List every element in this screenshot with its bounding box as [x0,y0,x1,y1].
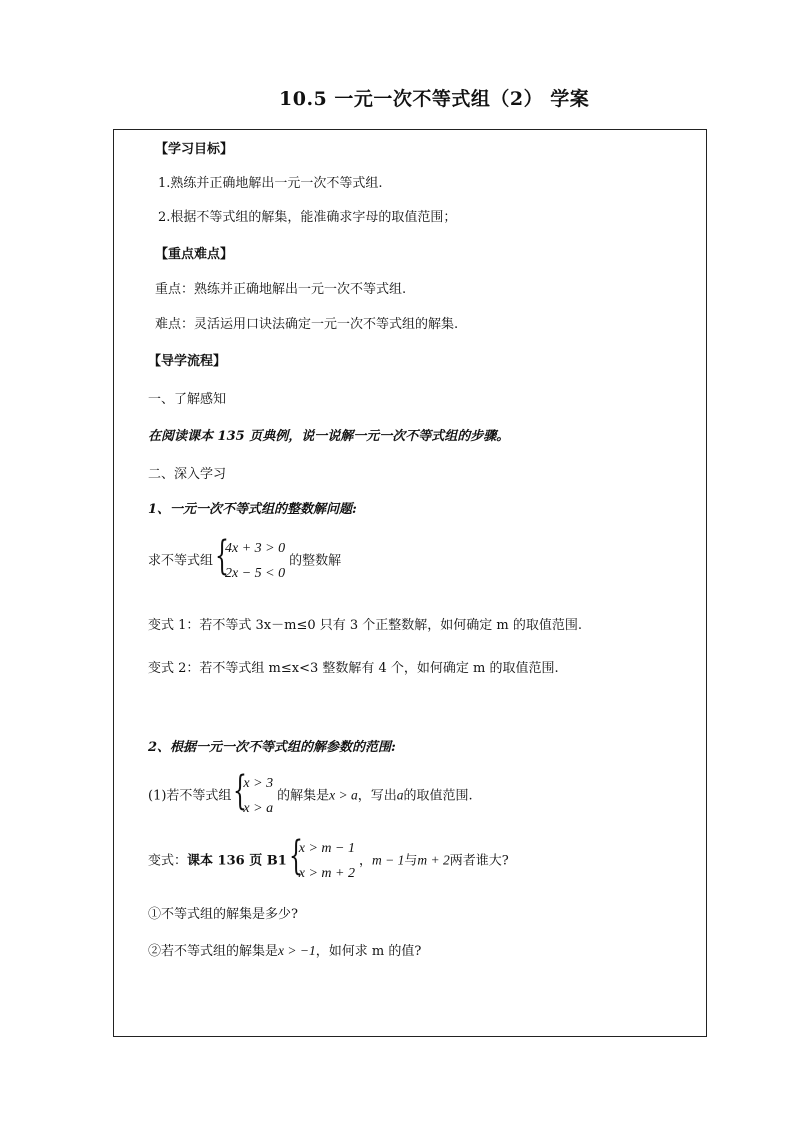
q2-sys-line1: x > 3 [243,776,274,791]
q1-suffix: 的整数解 [289,553,342,569]
variant3-sys-line1: x > m − 1 [298,841,355,856]
variant3-suffix: 两者谁大? [449,853,509,869]
variant3-ref: 课本 136 页 B1 [187,853,287,869]
q2-sys-line2: x > a [243,801,274,816]
q2-heading: 2、根据一元一次不等式组的解参数的范围: [148,740,396,755]
variant-3 [148,833,509,886]
variant3-comma: ， [358,853,372,869]
q1-sys-line1: 4x + 3 > 0 [225,541,286,556]
key-point: 重点：熟练并正确地解出一元一次不等式组. [155,282,407,297]
part1-text: 在阅读课本 135 页典例，说一说解一元一次不等式组的步骤。 [148,429,510,444]
objective-1: 1.熟练并正确地解出一元一次不等式组. [158,176,383,191]
sub2-suffix: ，如何求 m 的值? [315,944,422,959]
sub2-expr: x > −1 [278,943,316,958]
q2-var: a [396,787,404,803]
q2-expr1: x > a [329,787,358,803]
page-title: 10.5 一元一次不等式组（2） 学案 [279,88,590,110]
q2-suffix: 的取值范围. [403,788,473,804]
q2-mid: 的解集是 [277,788,330,804]
q2-mid2: ，写出 [357,788,397,804]
sub-question-1: ①不等式组的解集是多少? [148,907,298,922]
difficulty: 难点：灵活运用口诀法确定一元一次不等式组的解集. [155,317,459,332]
variant-2: 变式 2：若不等式组 m≤x<3 整数解有 4 个，如何确定 m 的取值范围. [148,661,559,676]
variant3-label: 变式： [148,853,188,869]
q1-question [148,533,342,586]
q1-system: { 4x + 3 > 0 2x − 5 < 0 [215,536,285,586]
q2-question [148,768,473,821]
sub-question-2 [148,940,421,959]
variant3-expr1: m − 1 [372,852,405,868]
q2-system: { x > 3 x > a [233,771,273,821]
q1-sys-line2: 2x − 5 < 0 [225,566,286,581]
objectives-heading: 【学习目标】 [155,142,234,157]
q2-prefix: (1)若不等式组 [148,788,232,804]
q1-prefix: 求不等式组 [148,553,214,569]
part1-heading: 一、了解感知 [148,392,227,407]
key-heading: 【重点难点】 [155,247,234,262]
part2-heading: 二、深入学习 [148,467,227,482]
objective-2: 2.根据不等式组的解集，能准确求字母的取值范围； [158,210,457,225]
flow-heading: 【导学流程】 [148,354,227,369]
variant3-system: { x > m − 1 x > m + 2 [289,836,355,886]
sub2-prefix: ②若不等式组的解集是 [148,944,279,959]
q1-heading: 1、一元一次不等式组的整数解问题: [148,502,357,517]
variant-1: 变式 1：若不等式 3x－m≤0 只有 3 个正整数解，如何确定 m 的取值范围. [148,618,583,633]
variant3-expr2: m + 2 [417,852,450,868]
variant3-mid: 与 [404,853,418,869]
variant3-sys-line2: x > m + 2 [298,866,355,881]
